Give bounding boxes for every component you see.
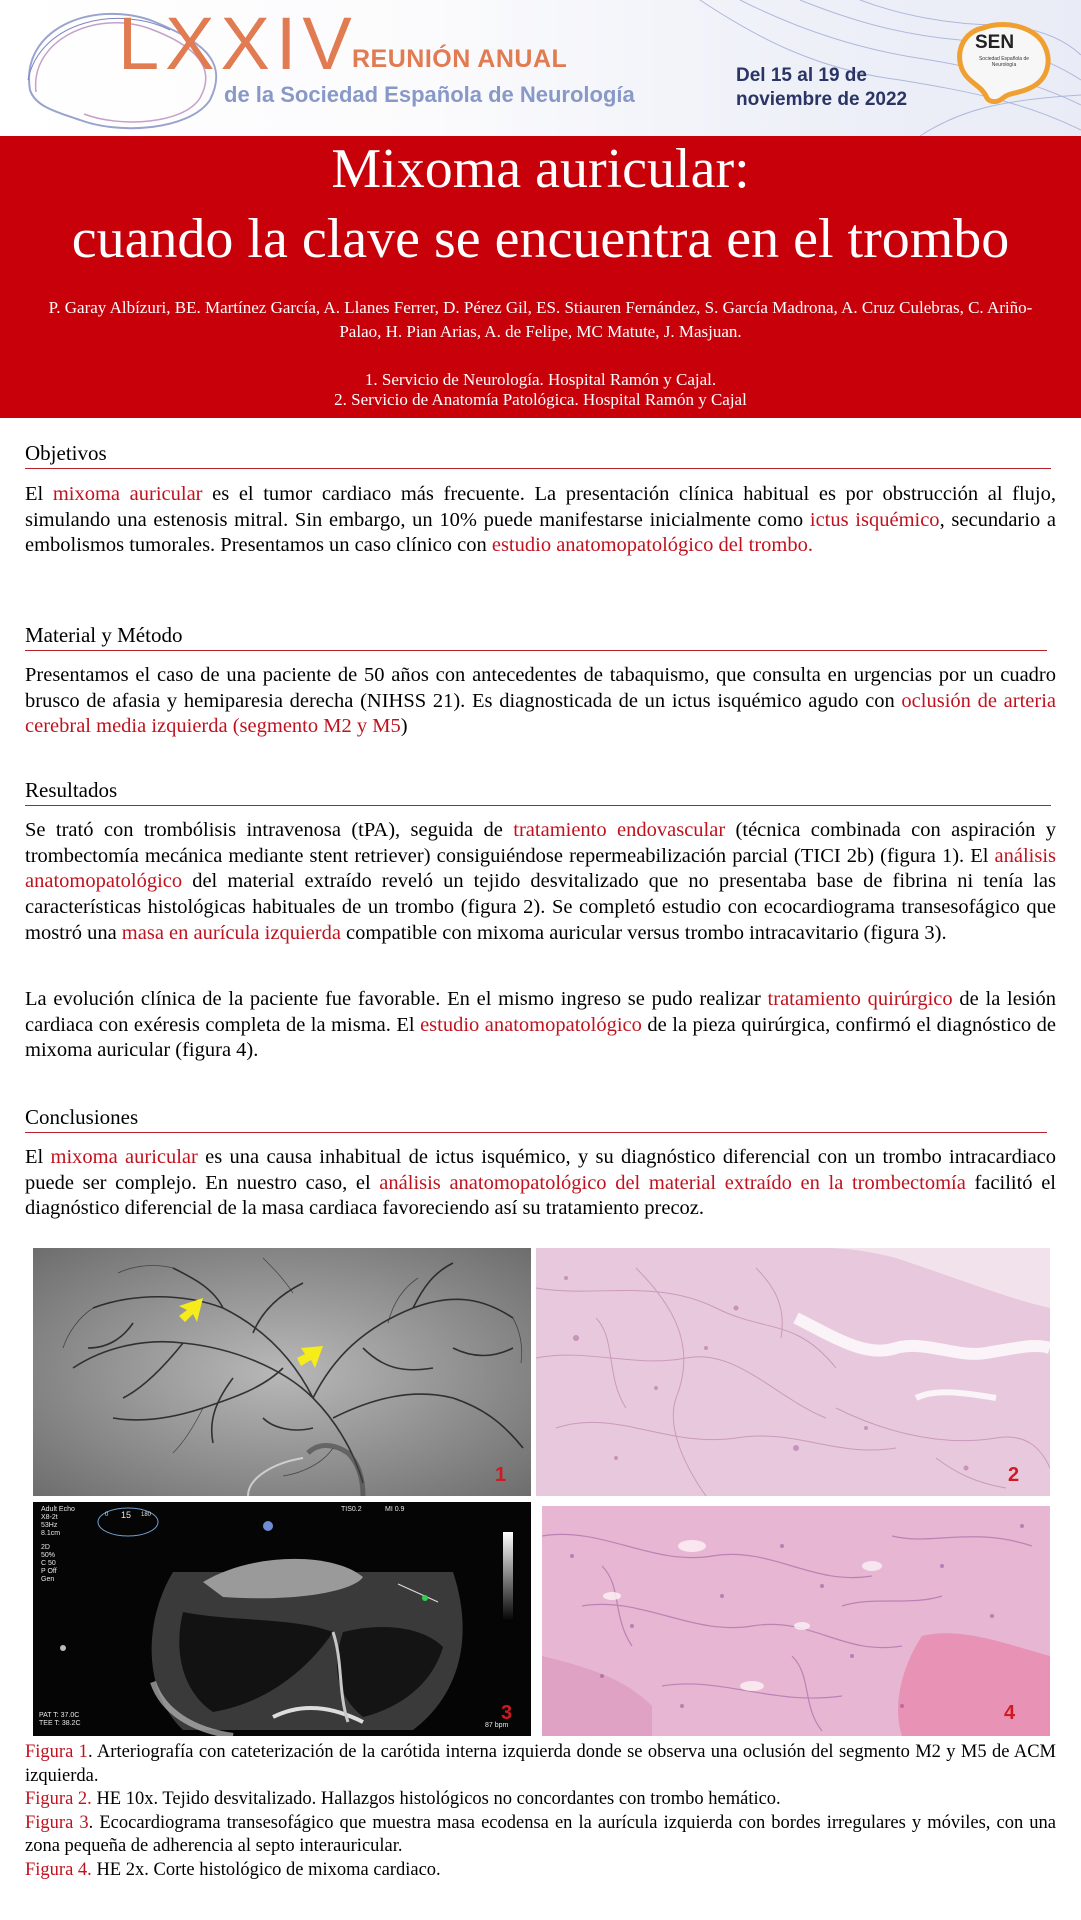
highlight-span: masa en aurícula izquierda	[121, 921, 341, 944]
highlight-span: ictus isquémico	[809, 508, 940, 531]
caption-text: HE 10x. Tejido desvitalizado. Hallazgos histológicos no concordantes con trombo hemático.	[91, 1789, 781, 1809]
echo-heart-rate: 87 bpm	[485, 1722, 509, 1729]
text-span: (técnica combinada con aspiración y trombectomía mecánica mediante stent retriever) consiguiéndose repermeabilización parcial (TICI 2b) (figura 1). El	[25, 819, 1056, 867]
text-span: )	[400, 715, 408, 738]
echo-depth: 8.1cm	[41, 1530, 61, 1537]
text-span: es el tumor cardiaco más frecuente. La presentación clínica habitual es por obstrucción al flujo, simulando una estenosis mitral. Sin embargo, un 10% puede manifestarse inicialmente como	[25, 483, 1057, 531]
section-heading-metodo: Material y Método	[25, 623, 183, 647]
echo-freq: 53Hz	[41, 1522, 58, 1529]
section-divider	[25, 468, 1051, 469]
caption-text: . Arteriografía con cateterización de la carótida interna izquierda donde se observa una oclusión del segmento M2 y M5 de ACM izquierda.	[25, 1742, 1056, 1786]
highlight-span: estudio anatomopatológico del trombo.	[491, 534, 813, 557]
sen-logo-subtext: Sociedad Española de Neurología	[978, 56, 1030, 68]
echo-power: P Off	[41, 1568, 57, 1575]
text-span: facilitó el diagnóstico diferencial de la masa cardiaca favoreciendo así su tratamiento precoz.	[25, 1171, 1056, 1220]
section-divider	[25, 805, 1051, 806]
figure-captions	[25, 1741, 1056, 1882]
figure-1-angiography	[33, 1248, 531, 1496]
caption-label: Figura 1	[25, 1742, 88, 1762]
affiliation-2: 2. Servicio de Anatomía Patológica. Hospital Ramón y Cajal	[334, 390, 747, 409]
text-span: El	[25, 483, 53, 505]
sen-logo-text: SEN	[975, 32, 1015, 53]
figure-3-echocardiogram	[33, 1502, 531, 1736]
echo-angle-max: 180	[141, 1512, 152, 1518]
highlight-span: tratamiento quirúrgico	[767, 988, 953, 1010]
highlight-span: oclusión de arteria cerebral media izquierda (segmento M2 y M5	[25, 689, 1056, 738]
caption-label: Figura 3	[25, 1812, 89, 1833]
echo-pat-temp: PAT T: 37.0C	[39, 1712, 80, 1719]
affiliation-1: 1. Servicio de Neurología. Hospital Ramón y Cajal.	[364, 370, 717, 389]
echo-tee-temp: TEE T: 38.2C	[39, 1720, 81, 1727]
text-span: Presentamos el caso de una paciente de 50 años con antecedentes de tabaquismo, que consulta en urgencias por un cuadro brusco de afasia y hemiparesia derecha (NIHSS 21). Es diagnosticada de un ictus isquémico agudo con	[25, 664, 1056, 712]
congress-banner	[0, 0, 1081, 136]
poster-title-block	[0, 136, 1081, 418]
caption-label: Figura 2.	[25, 1789, 92, 1809]
text-span: compatible con mixoma auricular versus trombo intracavitario (figura 3).	[340, 921, 947, 944]
resultados-paragraph-1	[25, 818, 1056, 947]
echo-contrast: C 50	[41, 1560, 56, 1567]
poster-title-line-1: Mixoma auricular:	[331, 138, 750, 200]
text-span: de la lesión cardiaca con exéresis completa de la misma. El	[25, 988, 1056, 1036]
poster-title-line-2: cuando la clave se encuentra en el trombo	[71, 208, 1010, 270]
figure-4-histology	[542, 1506, 1050, 1736]
caption-figure-1	[25, 1741, 1056, 1788]
congress-event-name: REUNIÓN ANUAL	[352, 45, 568, 73]
metodo-paragraph	[25, 663, 1056, 740]
highlight-span: tratamiento endovascular	[513, 819, 726, 841]
congress-society-name: de la Sociedad Española de Neurología	[224, 82, 635, 107]
congress-edition-numeral: LXXIV	[118, 2, 358, 85]
objetivos-paragraph	[25, 482, 1056, 559]
text-span: , secundario a embolismos tumorales. Presentamos un caso clínico con	[25, 508, 1056, 557]
section-heading-objetivos: Objetivos	[25, 441, 107, 465]
caption-figure-2	[25, 1788, 1056, 1812]
dates-line-2: noviembre de 2022	[736, 89, 908, 110]
echo-mi: MI 0.9	[385, 1506, 405, 1513]
histology-he10x-image	[536, 1248, 1050, 1496]
resultados-paragraph-2	[25, 987, 1056, 1064]
echo-res: Gen	[41, 1576, 55, 1583]
section-divider	[25, 1132, 1047, 1133]
section-heading-conclusiones: Conclusiones	[25, 1105, 139, 1129]
author-list: P. Garay Albízuri, BE. Martínez García, A. Llanes Ferrer, D. Pérez Gil, ES. Stiauren Fernández, S. García Madrona, A. Cruz Culebras, C. Ariño-Palao, H. Pian Arias, A. de Felipe, MC Matute, J. Masjuan.	[48, 298, 1033, 341]
caption-text: HE 2x. Corte histológico de mixoma cardiaco.	[91, 1859, 441, 1880]
highlight-span: estudio anatomopatológico	[420, 1013, 642, 1036]
highlight-span: análisis anatomopatológico	[25, 844, 1056, 893]
highlight-span: mixoma auricular	[50, 1146, 198, 1168]
caption-label: Figura 4.	[25, 1859, 92, 1880]
section-heading-resultados: Resultados	[25, 778, 118, 802]
figure-1-number: 1	[495, 1464, 507, 1486]
echo-gain: 50%	[41, 1552, 56, 1559]
text-span: La evolución clínica de la paciente fue favorable. En el mismo ingreso se pudo realizar	[25, 988, 768, 1010]
echo-probe: X8-2t	[41, 1514, 58, 1521]
conclusiones-paragraph	[25, 1145, 1056, 1222]
text-span: es una causa inhabitual de ictus isquémico, y su diagnóstico diferencial con un trombo intracardiaco puede ser complejo. En nuestro caso, el	[25, 1146, 1057, 1194]
caption-figure-3	[25, 1812, 1056, 1859]
text-span: Se trató con trombólisis intravenosa (tPA), seguida de	[25, 819, 514, 841]
text-span: de la pieza quirúrgica, confirmó el diagnóstico de mixoma auricular (figura 4).	[25, 1013, 1057, 1062]
histology-he2x-image	[542, 1506, 1050, 1736]
highlight-span: análisis anatomopatológico del material extraído en la trombectomía	[379, 1171, 966, 1194]
echo-angle-min: 0	[105, 1512, 109, 1518]
figure-2-histology	[536, 1248, 1050, 1496]
caption-text: . Ecocardiograma transesofágico que muestra masa ecodensa en la aurícula izquierda con bordes irregulares y móviles, con una zona pequeña de adherencia al septo interauricular.	[25, 1812, 1056, 1856]
dates-line-1: Del 15 al 19 de	[736, 65, 867, 86]
echo-mode2: 2D	[41, 1544, 50, 1551]
echo-temperatures	[39, 1712, 81, 1728]
echo-parameters	[41, 1506, 75, 1584]
text-span: del material extraído reveló un tejido desvitalizado que no presentaba base de fibrina ni tenía las características histológicas habituales de un trombo (figura 2). Se completó estudio con ecocardiograma transesofágico que mostró una	[25, 870, 1056, 944]
figure-3-number: 3	[501, 1702, 513, 1724]
echo-angle-value: 15	[121, 1510, 132, 1520]
caption-figure-4	[25, 1859, 1056, 1883]
affiliations	[0, 370, 1081, 410]
highlight-span: mixoma auricular	[52, 483, 203, 505]
section-divider	[25, 650, 1047, 651]
echo-tis: TIS0.2	[341, 1506, 362, 1513]
figure-4-number: 4	[1004, 1702, 1016, 1724]
figure-2-number: 2	[1008, 1464, 1020, 1486]
echo-image	[33, 1502, 531, 1736]
text-span: El	[25, 1146, 51, 1168]
echo-mode: Adult Echo	[41, 1506, 75, 1513]
congress-dates	[736, 64, 907, 112]
angiography-image	[33, 1248, 531, 1496]
